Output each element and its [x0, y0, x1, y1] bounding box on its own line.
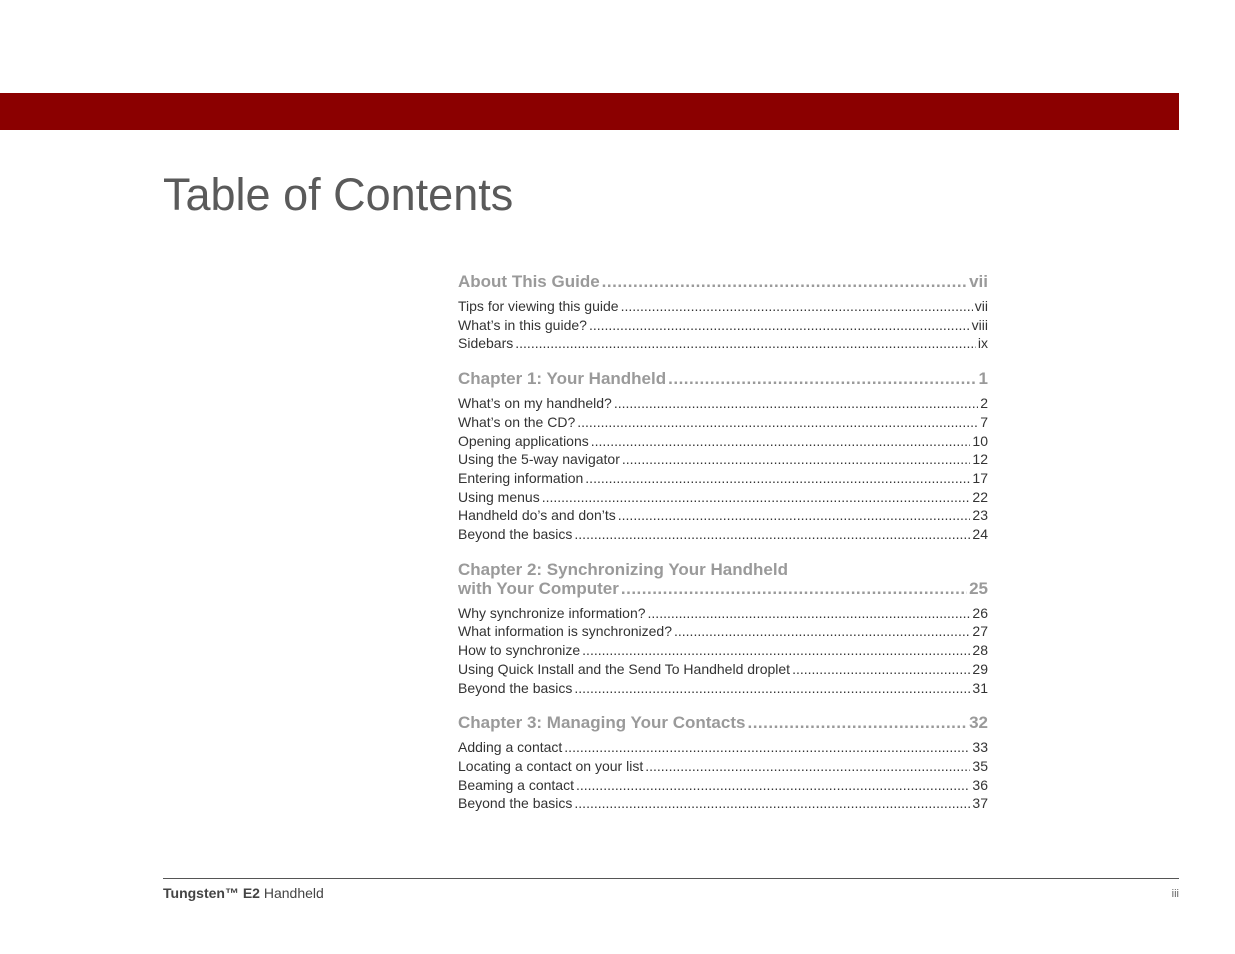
header-bar — [0, 93, 1179, 130]
entry-page-number: ix — [977, 335, 988, 352]
dot-leader — [618, 506, 971, 525]
toc-entry[interactable] — [458, 622, 988, 641]
dot-leader — [621, 297, 973, 316]
dot-leader — [542, 488, 971, 507]
toc-entry[interactable] — [458, 488, 988, 507]
entry-page-number: viii — [971, 316, 988, 333]
toc-entry[interactable] — [458, 432, 988, 451]
dot-leader — [622, 450, 971, 469]
entry-page-number: vii — [974, 298, 988, 314]
dot-leader — [574, 525, 970, 544]
entry-page-number: 27 — [972, 623, 988, 640]
footer-brand: Tungsten™ E2 — [163, 885, 260, 901]
entry-title: What’s in this guide? — [458, 316, 587, 333]
entry-title: Using Quick Install and the Send To Handheld droplet — [458, 660, 791, 677]
entry-page-number: 29 — [972, 660, 988, 677]
entry-title: Using the 5-way navigator — [458, 451, 620, 468]
entry-title: Tips for viewing this guide — [458, 298, 619, 314]
entry-page-number: 12 — [972, 451, 988, 468]
entry-page-number: 10 — [972, 432, 988, 449]
toc-entry[interactable] — [458, 641, 988, 660]
toc-entry[interactable] — [458, 738, 988, 757]
toc-entry[interactable] — [458, 604, 988, 623]
chapter-title: About This Guide — [458, 272, 600, 291]
dot-leader — [582, 641, 970, 660]
toc-entry[interactable] — [458, 394, 988, 413]
toc-entry[interactable] — [458, 757, 988, 776]
chapter-title: Chapter 1: Your Handheld — [458, 369, 667, 389]
entry-title: Opening applications — [458, 432, 589, 449]
page-title: Table of Contents — [163, 169, 514, 220]
dot-leader — [564, 738, 970, 757]
entry-title: Beyond the basics — [458, 679, 573, 696]
entry-title: Handheld do’s and don’ts — [458, 507, 616, 524]
entry-page-number: 23 — [972, 507, 988, 524]
dot-leader — [589, 316, 970, 335]
entry-page-number: 37 — [972, 795, 988, 812]
entry-title: Beyond the basics — [458, 795, 573, 812]
footer-product-name — [163, 884, 324, 902]
entry-page-number: 28 — [972, 642, 988, 659]
dot-leader — [515, 334, 976, 353]
entry-page-number: 26 — [972, 604, 988, 621]
entry-title: Entering information — [458, 469, 584, 486]
toc-entry[interactable] — [458, 660, 988, 679]
entry-page-number: 22 — [972, 488, 988, 505]
dot-leader — [792, 660, 970, 679]
dot-leader — [747, 713, 967, 732]
entry-title: What information is synchronized? — [458, 623, 672, 640]
entry-title: How to synchronize — [458, 642, 581, 659]
dot-leader — [576, 776, 970, 795]
chapter-page-number: 1 — [978, 369, 988, 389]
toc-entry[interactable] — [458, 450, 988, 469]
entry-page-number: 7 — [980, 413, 988, 430]
toc-section — [458, 560, 988, 698]
entry-title: Locating a contact on your list — [458, 757, 644, 774]
toc-section — [458, 713, 988, 813]
dot-leader — [577, 413, 978, 432]
table-of-contents — [458, 272, 988, 813]
chapter-link[interactable] — [458, 272, 988, 291]
toc-entry[interactable] — [458, 679, 988, 698]
toc-entry[interactable] — [458, 413, 988, 432]
toc-entry[interactable] — [458, 297, 988, 316]
dot-leader — [621, 579, 967, 598]
entry-page-number: 36 — [972, 776, 988, 793]
dot-leader — [574, 794, 970, 813]
chapter-page-number: 32 — [969, 713, 988, 733]
dot-leader — [614, 394, 978, 413]
dot-leader — [574, 679, 970, 698]
dot-leader — [668, 369, 976, 388]
toc-section — [458, 272, 988, 353]
dot-leader — [645, 757, 970, 776]
entry-title: Using menus — [458, 488, 540, 505]
toc-entry[interactable] — [458, 776, 988, 795]
footer-rule — [163, 878, 1179, 879]
entry-title: Adding a contact — [458, 739, 563, 756]
toc-section — [458, 369, 988, 544]
entry-title: Why synchronize information? — [458, 604, 646, 621]
dot-leader — [585, 469, 970, 488]
chapter-title-line[interactable]: Chapter 2: Synchronizing Your Handheld — [458, 559, 788, 579]
entry-page-number: 17 — [972, 469, 988, 486]
entry-title: Beyond the basics — [458, 526, 573, 543]
chapter-link[interactable] — [458, 369, 988, 388]
entry-page-number: 31 — [972, 679, 988, 696]
chapter-title: with Your Computer — [458, 578, 619, 598]
footer-page-number: iii — [1171, 888, 1179, 900]
chapter-link[interactable] — [458, 713, 988, 732]
toc-entry[interactable] — [458, 506, 988, 525]
entry-title: What’s on the CD? — [458, 413, 576, 430]
entry-title: Sidebars — [458, 335, 514, 352]
toc-entry[interactable] — [458, 316, 988, 335]
footer-product: Handheld — [259, 885, 324, 901]
toc-entry[interactable] — [458, 794, 988, 813]
dot-leader — [674, 622, 970, 641]
dot-leader — [602, 272, 967, 291]
dot-leader — [648, 604, 971, 623]
toc-entry[interactable] — [458, 334, 988, 353]
toc-entry[interactable] — [458, 525, 988, 544]
entry-page-number: 33 — [972, 739, 988, 756]
chapter-page-number: 25 — [969, 578, 988, 598]
chapter-page-number: vii — [969, 272, 988, 291]
entry-title: What’s on my handheld? — [458, 395, 612, 412]
chapter-title: Chapter 3: Managing Your Contacts — [458, 713, 746, 733]
chapter-link[interactable] — [458, 579, 988, 598]
entry-page-number: 24 — [972, 526, 988, 543]
entry-page-number: 35 — [972, 757, 988, 774]
dot-leader — [591, 432, 971, 451]
entry-title: Beaming a contact — [458, 776, 574, 793]
toc-entry[interactable] — [458, 469, 988, 488]
entry-page-number: 2 — [980, 395, 988, 412]
